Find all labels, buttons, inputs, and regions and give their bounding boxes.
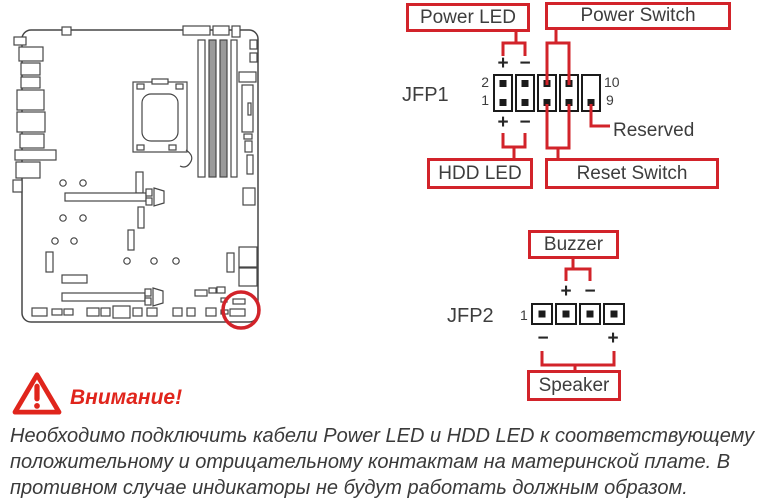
jfp1-pin9-number: 9 [606,92,614,108]
jfp2-pin2 [563,311,570,318]
buzzer-text: Buzzer [543,233,604,255]
jfp2-cell-3 [579,303,601,325]
jfp2-speaker-minus-sign: − [537,328,549,349]
jfp1-pin2-number: 2 [481,74,489,90]
jfp2-pin-header [531,303,625,325]
jfp1-pin9 [588,99,595,106]
jfp2-name: JFP2 [447,305,494,327]
warning-title: Внимание! [70,386,183,409]
jfp1-power-led-plus-sign: + [497,53,509,74]
jfp1-pin5 [544,99,551,106]
motherboard-outline [22,30,258,322]
buzzer-bracket [566,259,590,281]
jfp2-pin3 [587,311,594,318]
jfp1-pin6 [544,80,551,87]
jfp1-pin1 [500,99,507,106]
jfp1-cell-2 [515,74,535,112]
jfp1-name: JFP1 [402,84,449,106]
reset-switch-text: Reset Switch [576,162,688,184]
motherboard-components [13,26,257,318]
jfp1-pin1-number: 1 [481,92,489,108]
jfp2-pin4 [611,311,618,318]
warning-body-line: положительному и отрицательному контактам на материнской плате. В [10,451,731,473]
jfp1-cell-3 [537,74,557,112]
jfp1-pin3 [522,99,529,106]
speaker-bracket [542,351,614,371]
power-led-label [406,3,530,32]
jfp2-speaker-plus-sign: + [607,328,619,349]
jfp1-power-led-minus-sign: − [519,53,531,74]
jfp1-cell-5 [581,74,601,112]
jfp1-pin4 [522,80,529,87]
speaker-text: Speaker [538,374,610,396]
warning-triangle-icon [12,371,62,415]
speaker-label [527,370,621,401]
jfp2-cell-1 [531,303,553,325]
jfp2-cell-2 [555,303,577,325]
jfp1-hdd-led-plus-sign: + [497,112,509,133]
power-switch-label [545,2,731,30]
jfp2-pin1-number: 1 [520,307,528,323]
reset-switch-label [545,158,719,189]
jfp1-pin10-number: 10 [604,74,620,90]
jfp-location-highlight-circle [223,292,259,328]
reset-switch-bracket [547,104,569,160]
power-switch-text: Power Switch [580,5,696,26]
power-led-text: Power LED [419,6,517,28]
jfp1-pin2 [500,80,507,87]
reserved-text: Reserved [613,120,695,141]
jfp2-cell-4 [603,303,625,325]
jfp1-hdd-led-minus-sign: − [519,112,531,133]
hdd-led-bracket [503,133,525,160]
warning-body-line: противном случае индикаторы не будут работать должным образом. [10,477,688,499]
jfp1-pin7 [566,99,573,106]
hdd-led-text: HDD LED [438,162,522,184]
jfp1-cell-1 [493,74,513,112]
jfp2-buzzer-plus-sign: + [560,281,572,302]
warning-body [10,423,770,501]
jfp2-buzzer-minus-sign: − [584,281,596,302]
jfp1-cell-4 [559,74,579,112]
buzzer-label [528,230,619,259]
jfp1-pin-header [493,74,601,112]
warning-body-line: Необходимо подключить кабели Power LED и HDD LED к соответствующему [10,425,755,447]
hdd-led-label [427,158,533,189]
jfp1-pin8 [566,80,573,87]
jfp2-pin1 [539,311,546,318]
